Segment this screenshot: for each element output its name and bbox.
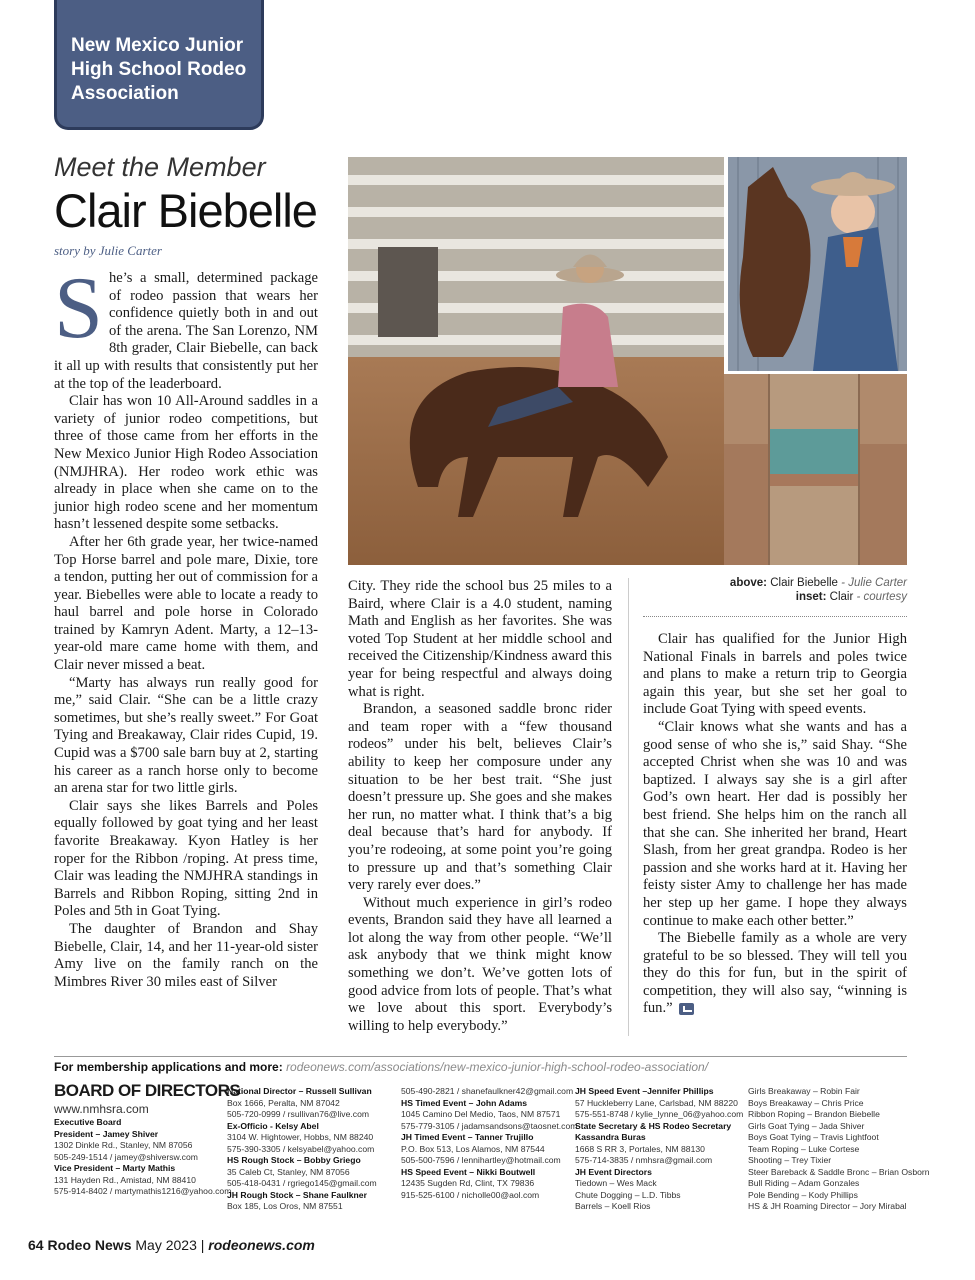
paragraph-text: he’s a small, determined package of rodeo passion that wears her confidence quietly both in and out of the arena. The San Lorenzo, NM 8th grader, Clair Biebelle, can back it all up with results that consistently put her at the top of the leaderboard.: [54, 270, 318, 392]
membership-label: For membership applications and more:: [54, 1060, 283, 1074]
paragraph: City. They ride the school bus 25 miles to a Baird, where Clair is a 4.0 student, naming Math and English as her favorites. She was voted Top Student at her middle school and received the Citizenship/Kindness award this year for being respectful and always doing what is right.: [348, 578, 612, 700]
board-column-2: [227, 1086, 377, 1213]
association-banner: New Mexico Junior High School Rodeo Association: [54, 0, 264, 130]
caption-label: inset:: [795, 591, 827, 603]
board-entry: Ribbon Roping – Brandon Biebelle: [748, 1109, 880, 1119]
paragraph: [54, 260, 318, 393]
caption-credit: - courtesy: [856, 591, 907, 603]
board-entry: National Director – Russell Sullivan: [227, 1086, 372, 1096]
board-title: BOARD OF DIRECTORS: [54, 1081, 241, 1100]
board-entry: 1045 Camino Del Medio, Taos, NM 87571: [401, 1109, 561, 1119]
board-entry: Boys Breakaway – Chris Price: [748, 1097, 864, 1108]
board-entry: Tiedown – Wes Mack: [575, 1178, 657, 1188]
byline: story by Julie Carter: [54, 243, 162, 258]
board-entry: 12435 Sugden Rd, Clint, TX 79836: [401, 1178, 535, 1188]
board-entry: 1302 Dinkle Rd., Stanley, NM 87056: [54, 1140, 193, 1150]
column-divider: [628, 578, 629, 1036]
board-entry: 505-249-1514 / jamey@shiversw.com: [54, 1151, 198, 1162]
board-entry: P.O. Box 513, Los Alamos, NM 87544: [401, 1143, 545, 1154]
membership-line: [54, 1060, 708, 1074]
end-mark-icon: [679, 1003, 694, 1015]
board-entry: Girls Goat Tying – Jada Shiver: [748, 1120, 865, 1131]
drop-cap: S: [54, 260, 103, 357]
page-number: 64: [28, 1237, 44, 1253]
board-entry: Box 1666, Peralta, NM 87042: [227, 1097, 340, 1108]
board-entry: 575-551-8748 / kylie_lynne_06@yahoo.com: [575, 1109, 744, 1119]
main-photo-rider-on-horse: [348, 157, 724, 565]
board-website-link[interactable]: www.nmhsra.com: [54, 1102, 149, 1116]
board-entry: 57 Huckleberry Lane, Carlsbad, NM 88220: [575, 1097, 738, 1108]
paragraph: After her 6th grade year, her twice-named Top Horse barrel and pole mare, Dixie, tore a tendon, putting her out of commission for a year. Biebelles were able to locate a ready to haul barrel and pole horse in Colorado trained by Kamryn Adent. Marty, a 12–13-year-old mare came home with them, and Clair never missed a beat.: [54, 533, 318, 674]
caption-credit: - Julie Carter: [841, 577, 907, 589]
caption-label: above:: [729, 577, 767, 589]
photo-caption: [730, 576, 907, 604]
board-entry: 915-525-6100 / nicholle00@aol.com: [401, 1189, 540, 1200]
article-column-2: [348, 578, 612, 1035]
board-entry: 1668 S RR 3, Portales, NM 88130: [575, 1143, 705, 1154]
paragraph: Clair says she likes Barrels and Poles equally followed by goat tying and her least favorite Breakaway. Kyon Hatley is her roper for the Ribbon /roping. At press time, Clair was leading the NMJHRA standings in Barrels and Ribbon Roping, sitting 2nd in Poles and 5th in Goat Tying.: [54, 797, 318, 920]
board-column-4: [575, 1086, 743, 1213]
board-entry: President – Jamey Shiver: [54, 1128, 159, 1139]
caption-text: Clair Biebelle: [770, 577, 838, 589]
board-entry: 131 Hayden Rd., Amistad, NM 88410: [54, 1174, 196, 1185]
publication-name: Rodeo News: [47, 1237, 132, 1253]
caption-divider: [643, 616, 907, 617]
board-entry: HS & JH Roaming Director – Jory Mirabal: [748, 1201, 907, 1211]
board-entry: 575-714-3835 / nmhsra@gmail.com: [575, 1155, 713, 1165]
paragraph: [643, 930, 907, 1018]
board-entry: Kassandra Buras: [575, 1132, 646, 1142]
barrel-photo: [724, 374, 907, 565]
paragraph: Clair has qualified for the Junior High National Finals in barrels and poles twice and plans to make a return trip to Georgia again this year, but she set her goal to include Goat Tying with speed events.: [643, 631, 907, 718]
board-entry: Steer Bareback & Saddle Bronc – Brian Osborn: [748, 1166, 930, 1177]
board-entry: Executive Board: [54, 1117, 122, 1127]
footer-separator: |: [200, 1237, 205, 1253]
article-column-3: [643, 631, 907, 1018]
paragraph: “Marty has always run really good for me,” said Clair. “She can be a little crazy sometimes, but she’s really sweet.” For Goat Tying and Breakaway, Clair rides Cupid, 19. Cupid was a $700 sale barn buy at 2, starting his career as a ranch horse only to become an arena star for two little girls.: [54, 674, 318, 797]
board-entry: Girls Breakaway – Robin Fair: [748, 1086, 860, 1096]
issue-date: May 2023: [135, 1237, 197, 1253]
board-entry: Boys Goat Tying – Travis Lightfoot: [748, 1132, 879, 1142]
board-entry: Shooting – Trey Tixier: [748, 1155, 832, 1165]
article-title: Clair Biebelle: [54, 184, 317, 237]
article-kicker: Meet the Member: [54, 152, 266, 182]
board-entry: Team Roping – Luke Cortese: [748, 1143, 860, 1154]
board-entry: HS Rough Stock – Bobby Griego: [227, 1155, 361, 1165]
board-entry: Ex-Officio - Kelsy Abel: [227, 1120, 319, 1131]
board-entry: State Secretary & HS Rodeo Secretary: [575, 1120, 732, 1131]
board-entry: 575-914-8402 / martymathis1216@yahoo.com: [54, 1186, 232, 1196]
board-entry: Vice President – Marty Mathis: [54, 1163, 176, 1173]
membership-link[interactable]: rodeonews.com/associations/new-mexico-junior-high-school-rodeo-association/: [286, 1060, 709, 1074]
board-entry: 575-779-3105 / jadamsandsons@taosnet.com: [401, 1120, 578, 1131]
paragraph: Without much experience in girl’s rodeo events, Brandon said they have all learned a lot along the way from other people. “We’ll ask anybody that we think might know something we don’t. We’ve gotten lots of good advice from lots of people. That’s what we love about this sport. Everybody’s willing to help everybody.”: [348, 894, 612, 1034]
caption-text: Clair: [829, 591, 854, 603]
paragraph-text: The Biebelle family as a whole are very grateful to be so blessed. They will tell you they do this for fun, but in the spirit of competition, they will also say, “winning is fun.”: [643, 930, 907, 1017]
board-entry: Bull Riding – Adam Gonzales: [748, 1178, 860, 1188]
paragraph: “Clair knows what she wants and has a good sense of who she is,” said Shay. “She accepted Christ when she was 10 and was baptized. I always say she is a girl after God’s own heart. Her dad is possibly her best friend. She helps him on the ranch all that she can. She inherited her brand, Heart Slash, from her great grandpa. Rodeo is her passion and she works hard at it. Having her feisty sister Amy to challenge her has made her step up her game. I hope they always continue to make each other better.”: [643, 718, 907, 929]
board-entry: JH Event Directors: [575, 1166, 652, 1177]
board-entry: 505-720-0999 / rsullivan76@live.com: [227, 1109, 370, 1119]
footer-website-link[interactable]: rodeonews.com: [208, 1237, 315, 1253]
paragraph: Clair has won 10 All-Around saddles in a variety of junior rodeo competitions, but three of those came from her efforts in the New Mexico Junior High Rodeo Association (NMJHRA). Her rodeo work ethic was already in place when she came on to the junior high rodeo scene and her momentum hasn’t lessened despite some setbacks.: [54, 393, 318, 533]
inset-photo-clair-with-horse: [728, 157, 907, 371]
paragraph: Brandon, a seasoned saddle bronc rider and team roper with a “few thousand rodeos” under his belt, believes Clair’s ability to keep her composure under any situation to be her best trait. “She just doesn’t pressure up. She goes and she makes her run, no matter what. I think that’s a big deal because that’s hard for anybody. If you’re rodeoing, at some point you’re going to pressure up and that’s something Clair very rarely ever does.”: [348, 701, 612, 894]
section-divider: [54, 1056, 907, 1057]
board-column-1: [54, 1117, 231, 1198]
board-entry: 575-390-3305 / kelsyabel@yahoo.com: [227, 1143, 375, 1154]
board-entry: 505-418-0431 / rgriego145@gmail.com: [227, 1178, 377, 1188]
board-entry: Barrels – Koell Rios: [575, 1201, 651, 1211]
board-entry: JH Speed Event –Jennifer Phillips: [575, 1086, 714, 1096]
board-entry: Pole Bending – Kody Phillips: [748, 1189, 858, 1200]
board-entry: 505-490-2821 / shanefaulkner42@gmail.com: [401, 1086, 574, 1096]
board-entry: 35 Caleb Ct, Stanley, NM 87056: [227, 1166, 350, 1177]
board-entry: JH Timed Event – Tanner Trujillo: [401, 1132, 534, 1142]
page-footer: [28, 1237, 315, 1253]
board-entry: 3104 W. Hightower, Hobbs, NM 88240: [227, 1132, 374, 1142]
board-entry: Box 185, Los Oros, NM 87551: [227, 1201, 343, 1211]
board-column-3: [401, 1086, 577, 1201]
board-entry: JH Rough Stock – Shane Faulkner: [227, 1189, 367, 1200]
article-column-1: [54, 260, 318, 991]
board-entry: HS Timed Event – John Adams: [401, 1097, 528, 1108]
board-entry: Chute Dogging – L.D. Tibbs: [575, 1189, 681, 1200]
board-entry: HS Speed Event – Nikki Boutwell: [401, 1166, 536, 1177]
board-column-5: [748, 1086, 930, 1213]
board-entry: 505-500-7596 / lennihartley@hotmail.com: [401, 1155, 561, 1165]
paragraph: The daughter of Brandon and Shay Biebelle, Clair, 14, and her 11-year-old sister Amy live on the family ranch on the Mimbres River 30 miles east of Silver: [54, 920, 318, 990]
